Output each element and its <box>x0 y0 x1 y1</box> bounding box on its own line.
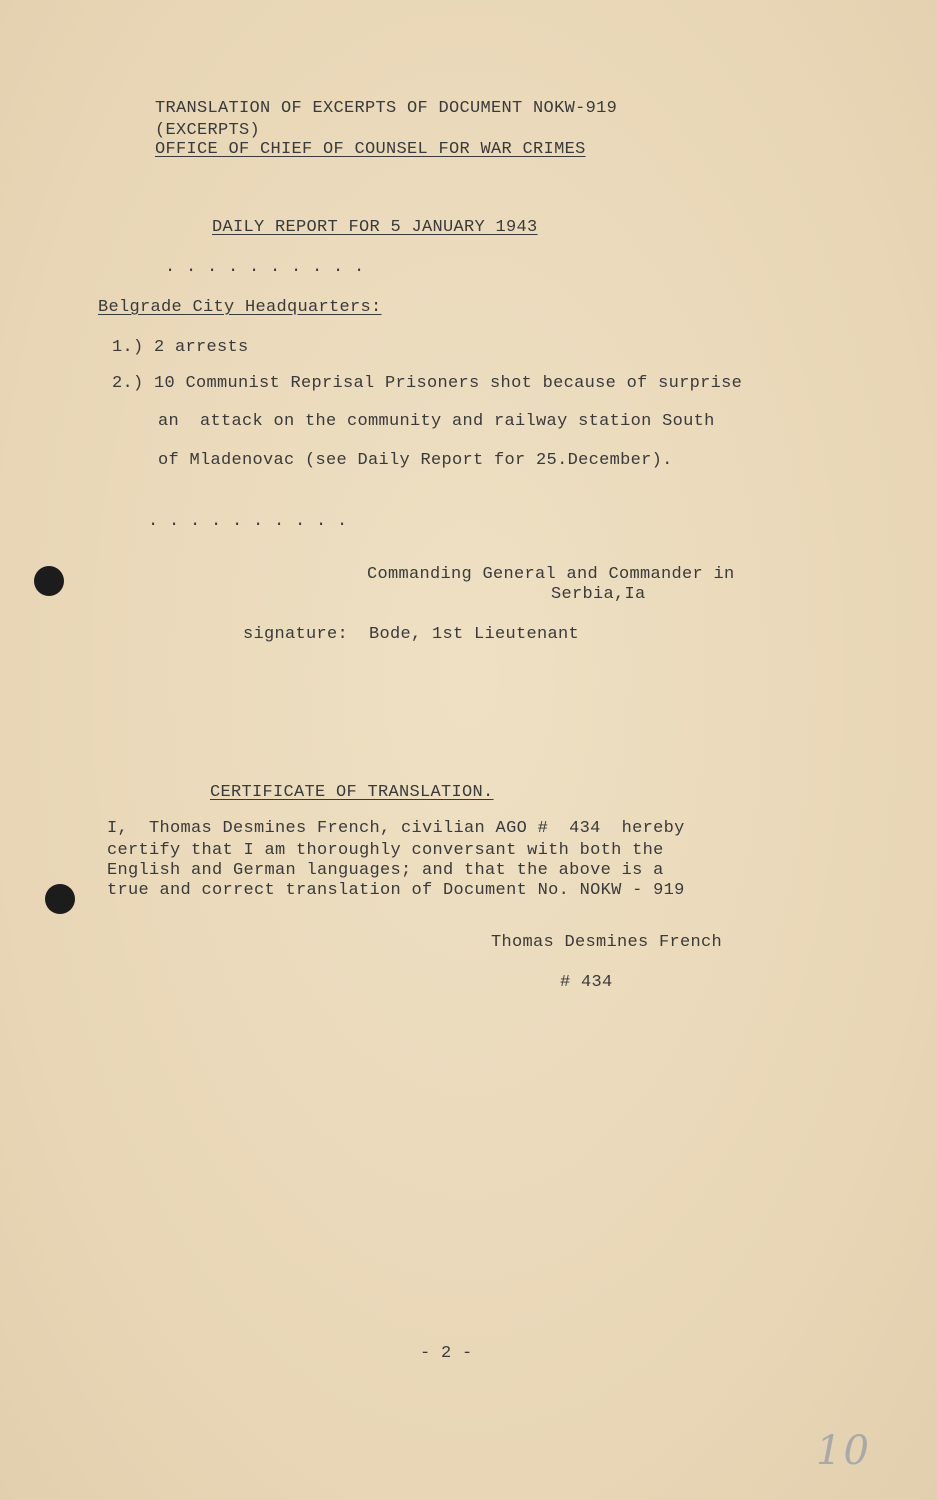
section-heading: Belgrade City Headquarters: <box>98 298 382 317</box>
header-line-1: TRANSLATION OF EXCERPTS OF DOCUMENT NOKW-919 <box>155 99 618 118</box>
certificate-line-3: English and German languages; and that the above is a <box>107 861 664 880</box>
translator-name: Thomas Desmines French <box>491 933 723 952</box>
certificate-title: CERTIFICATE OF TRANSLATION. <box>210 783 494 802</box>
report-item-2-line-3: of Mladenovac (see Daily Report for 25.December). <box>158 451 673 470</box>
page-number: - 2 - <box>420 1344 473 1363</box>
header-line-2: (EXCERPTS) <box>155 121 261 140</box>
commander-title-line-2: Serbia,Ia <box>551 585 646 604</box>
report-item-1: 1.) 2 arrests <box>112 338 249 357</box>
punch-hole-upper <box>34 566 64 596</box>
certificate-line-1: I, Thomas Desmines French, civilian AGO # 434 hereby <box>107 819 685 838</box>
ellipsis-bottom: . . . . . . . . . . <box>148 512 348 531</box>
punch-hole-lower <box>45 884 75 914</box>
certificate-line-2: certify that I am thoroughly conversant with both the <box>107 841 664 860</box>
signature-line: signature: Bode, 1st Lieutenant <box>243 625 580 644</box>
report-item-2-line-1: 2.) 10 Communist Reprisal Prisoners shot because of surprise <box>112 374 743 393</box>
certificate-line-4: true and correct translation of Document No. NOKW - 919 <box>107 881 685 900</box>
ellipsis-top: . . . . . . . . . . <box>165 258 365 277</box>
report-title: DAILY REPORT FOR 5 JANUARY 1943 <box>212 218 538 237</box>
header-line-3: OFFICE OF CHIEF OF COUNSEL FOR WAR CRIMES <box>155 140 586 159</box>
report-item-2-line-2: an attack on the community and railway station South <box>158 412 715 431</box>
commander-title-line-1: Commanding General and Commander in <box>367 565 735 584</box>
handwritten-page-mark: 10 <box>816 1428 871 1474</box>
translator-id: # 434 <box>560 973 613 992</box>
